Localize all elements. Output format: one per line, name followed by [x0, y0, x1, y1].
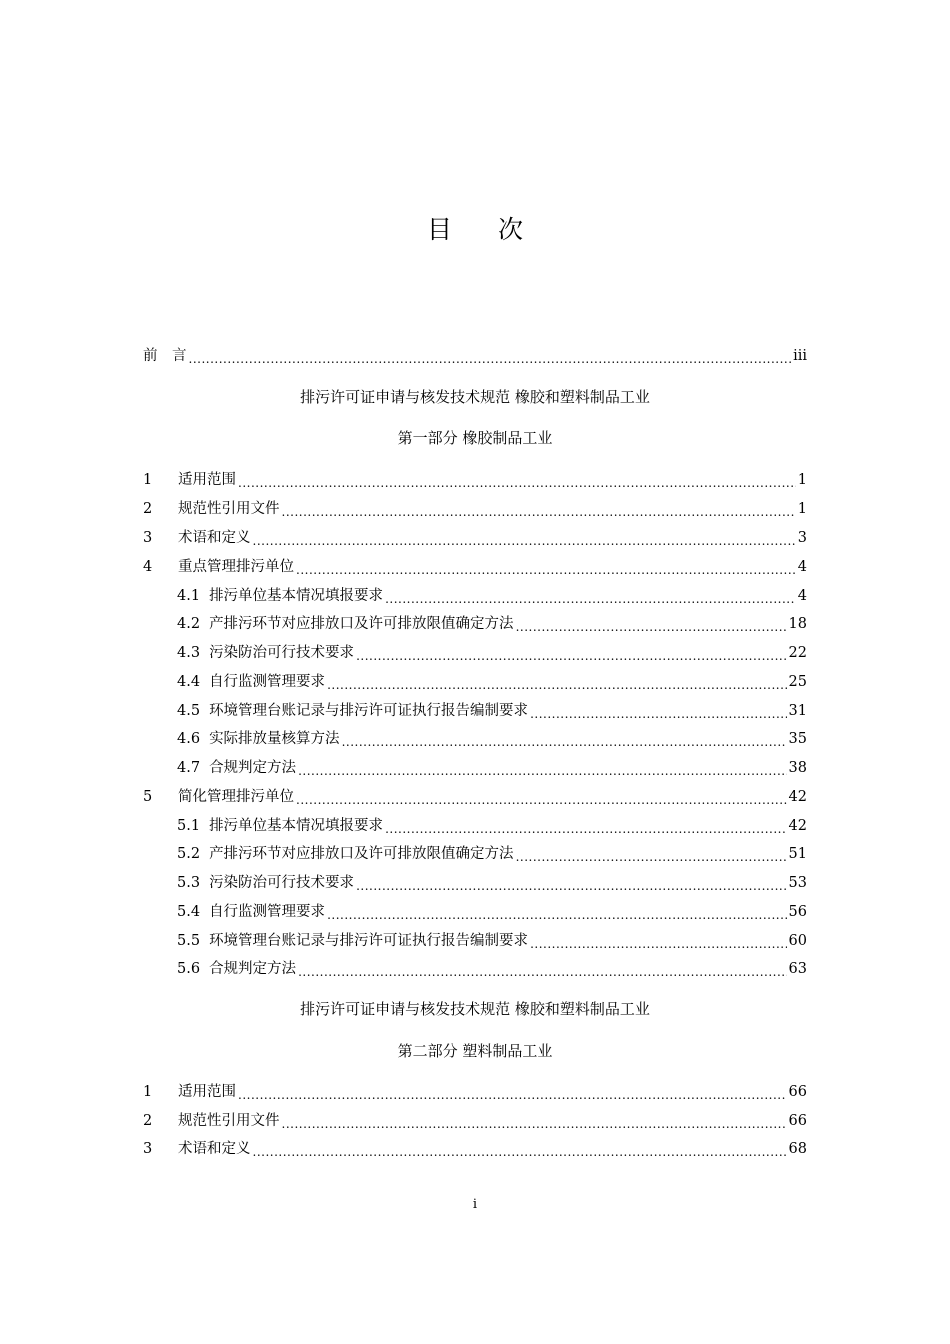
toc-subentry[interactable] [177, 728, 807, 750]
toc-entry-number: 5.6 [177, 961, 201, 977]
toc-entry-number: 4.7 [177, 760, 201, 776]
toc-entry-label: 重点管理排污单位 [178, 559, 294, 575]
toc-entry-page: 60 [788, 933, 807, 949]
toc-entry-page: 42 [788, 789, 807, 805]
toc-leader-dots [253, 527, 796, 549]
toc-entry[interactable] [143, 469, 807, 491]
toc-entry-label: 适用范围 [178, 1084, 236, 1100]
toc-entry-page: 18 [788, 616, 807, 632]
toc-leader-dots [189, 345, 792, 367]
toc-leader-dots [530, 930, 786, 952]
toc-leader-dots [356, 642, 786, 664]
toc-title-char-2: 次 [498, 215, 524, 244]
toc-entry[interactable] [143, 1138, 807, 1160]
toc-entry[interactable] [143, 527, 807, 549]
toc-entry-page: 42 [788, 818, 807, 834]
toc-entry-page: 1 [797, 501, 807, 517]
toc-entry-number: 2 [143, 501, 153, 517]
toc-entry-page: 1 [797, 472, 807, 488]
toc-entry-label: 简化管理排污单位 [178, 789, 294, 805]
toc-entry-number: 5 [143, 789, 153, 805]
toc-entry-page: 22 [788, 645, 807, 661]
toc-entry-label: 规范性引用文件 [178, 1113, 280, 1129]
toc-entry-label: 实际排放量核算方法 [209, 731, 340, 747]
toc-entry-number: 4 [143, 559, 153, 575]
toc-subentry[interactable] [177, 872, 807, 894]
toc-entry-label: 自行监测管理要求 [209, 904, 326, 920]
toc-entry[interactable] [143, 556, 807, 578]
toc-leader-dots [296, 556, 796, 578]
toc-entry[interactable] [143, 1081, 807, 1103]
page-number: i [472, 1197, 478, 1212]
toc-leader-dots [327, 901, 786, 923]
toc-entry-page: 38 [788, 760, 807, 776]
toc-leader-dots [298, 958, 786, 980]
toc-entry-label: 环境管理台账记录与排污许可证执行报告编制要求 [209, 703, 529, 719]
toc-title-char-1: 目 [426, 215, 452, 244]
toc-leader-dots [327, 671, 786, 693]
toc-entry-number: 3 [143, 1141, 153, 1157]
part2-heading-sub: 第二部分 塑料制品工业 [397, 1042, 553, 1060]
toc-subentry[interactable] [177, 901, 807, 923]
toc-entry-label: 自行监测管理要求 [209, 674, 326, 690]
toc-entry-page: 66 [788, 1113, 807, 1129]
toc-entry-number: 4.6 [177, 731, 201, 747]
toc-entry-page: 51 [788, 846, 807, 862]
toc-entry-page: 4 [797, 559, 807, 575]
part1-heading-sub: 第一部分 橡胶制品工业 [397, 429, 553, 447]
toc-entry-number: 2 [143, 1113, 153, 1129]
toc-entry-page: 4 [797, 588, 807, 604]
toc-entry-number: 4.1 [177, 588, 201, 604]
toc-leader-dots [238, 469, 796, 491]
toc-entry-label: 产排污环节对应排放口及许可排放限值确定方法 [209, 846, 514, 862]
part2-heading-top: 排污许可证申请与核发技术规范 橡胶和塑料制品工业 [300, 1000, 650, 1018]
toc-entry-number: 3 [143, 530, 153, 546]
toc-leader-dots [356, 872, 786, 894]
toc-leader-dots [516, 843, 787, 865]
toc-entry-page: 63 [788, 961, 807, 977]
toc-subentry[interactable] [177, 815, 807, 837]
toc-subentry[interactable] [177, 958, 807, 980]
part1-heading-top: 排污许可证申请与核发技术规范 橡胶和塑料制品工业 [300, 388, 650, 406]
toc-entry-number: 5.2 [177, 846, 201, 862]
toc-leader-dots [298, 757, 786, 779]
toc-entry-label: 排污单位基本情况填报要求 [209, 588, 384, 604]
toc-entry-preface[interactable] [143, 345, 807, 367]
toc-subentry[interactable] [177, 843, 807, 865]
toc-subentry[interactable] [177, 700, 807, 722]
toc-entry-label: 排污单位基本情况填报要求 [209, 818, 384, 834]
toc-entry-label: 环境管理台账记录与排污许可证执行报告编制要求 [209, 933, 529, 949]
toc-entry-page: 68 [788, 1141, 807, 1157]
toc-subentry[interactable] [177, 757, 807, 779]
toc-entry-number: 1 [143, 1084, 153, 1100]
toc-entry-number: 4.5 [177, 703, 201, 719]
toc-title [0, 210, 950, 246]
toc-entry[interactable] [143, 1110, 807, 1132]
toc-entry-number: 4.2 [177, 616, 201, 632]
toc-entry-label: 合规判定方法 [209, 961, 297, 977]
toc-entry-label: 术语和定义 [178, 530, 251, 546]
toc-subentry[interactable] [177, 613, 807, 635]
toc-leader-dots [530, 700, 786, 722]
toc-entry-page: 3 [797, 530, 807, 546]
toc-leader-dots [385, 815, 786, 837]
toc-entry-label: 规范性引用文件 [178, 501, 280, 517]
toc-leader-dots [282, 1110, 787, 1132]
toc-subentry[interactable] [177, 642, 807, 664]
toc-subentry[interactable] [177, 585, 807, 607]
toc-leader-dots [253, 1138, 787, 1160]
toc-entry-number: 1 [143, 472, 153, 488]
toc-entry-page: 35 [788, 731, 807, 747]
toc-entry-page: 53 [788, 875, 807, 891]
toc-entry-label: 合规判定方法 [209, 760, 297, 776]
toc-leader-dots [282, 498, 796, 520]
toc-entry-page: 56 [788, 904, 807, 920]
toc-entry-number: 5.1 [177, 818, 201, 834]
toc-entry-number: 4.3 [177, 645, 201, 661]
toc-entry[interactable] [143, 498, 807, 520]
toc-entry-label: 产排污环节对应排放口及许可排放限值确定方法 [209, 616, 514, 632]
toc-leader-dots [238, 1081, 787, 1103]
toc-subentry[interactable] [177, 930, 807, 952]
toc-entry-page: 25 [788, 674, 807, 690]
toc-entry-page: 66 [788, 1084, 807, 1100]
toc-entry-label: 适用范围 [178, 472, 236, 488]
toc-entry-label: 前 言 [143, 348, 187, 364]
toc-leader-dots [342, 728, 787, 750]
toc-subentry[interactable] [177, 671, 807, 693]
toc-leader-dots [385, 585, 796, 607]
toc-entry-number: 5.3 [177, 875, 201, 891]
toc-entry-label: 术语和定义 [178, 1141, 251, 1157]
toc-entry[interactable] [143, 786, 807, 808]
toc-leader-dots [516, 613, 787, 635]
toc-entry-number: 5.4 [177, 904, 201, 920]
toc-leader-dots [296, 786, 787, 808]
toc-entry-number: 4.4 [177, 674, 201, 690]
toc-entry-label: 污染防治可行技术要求 [209, 875, 355, 891]
toc-entry-page: 31 [788, 703, 807, 719]
toc-entry-label: 污染防治可行技术要求 [209, 645, 355, 661]
toc-entry-page: iii [793, 348, 807, 364]
toc-entry-number: 5.5 [177, 933, 201, 949]
